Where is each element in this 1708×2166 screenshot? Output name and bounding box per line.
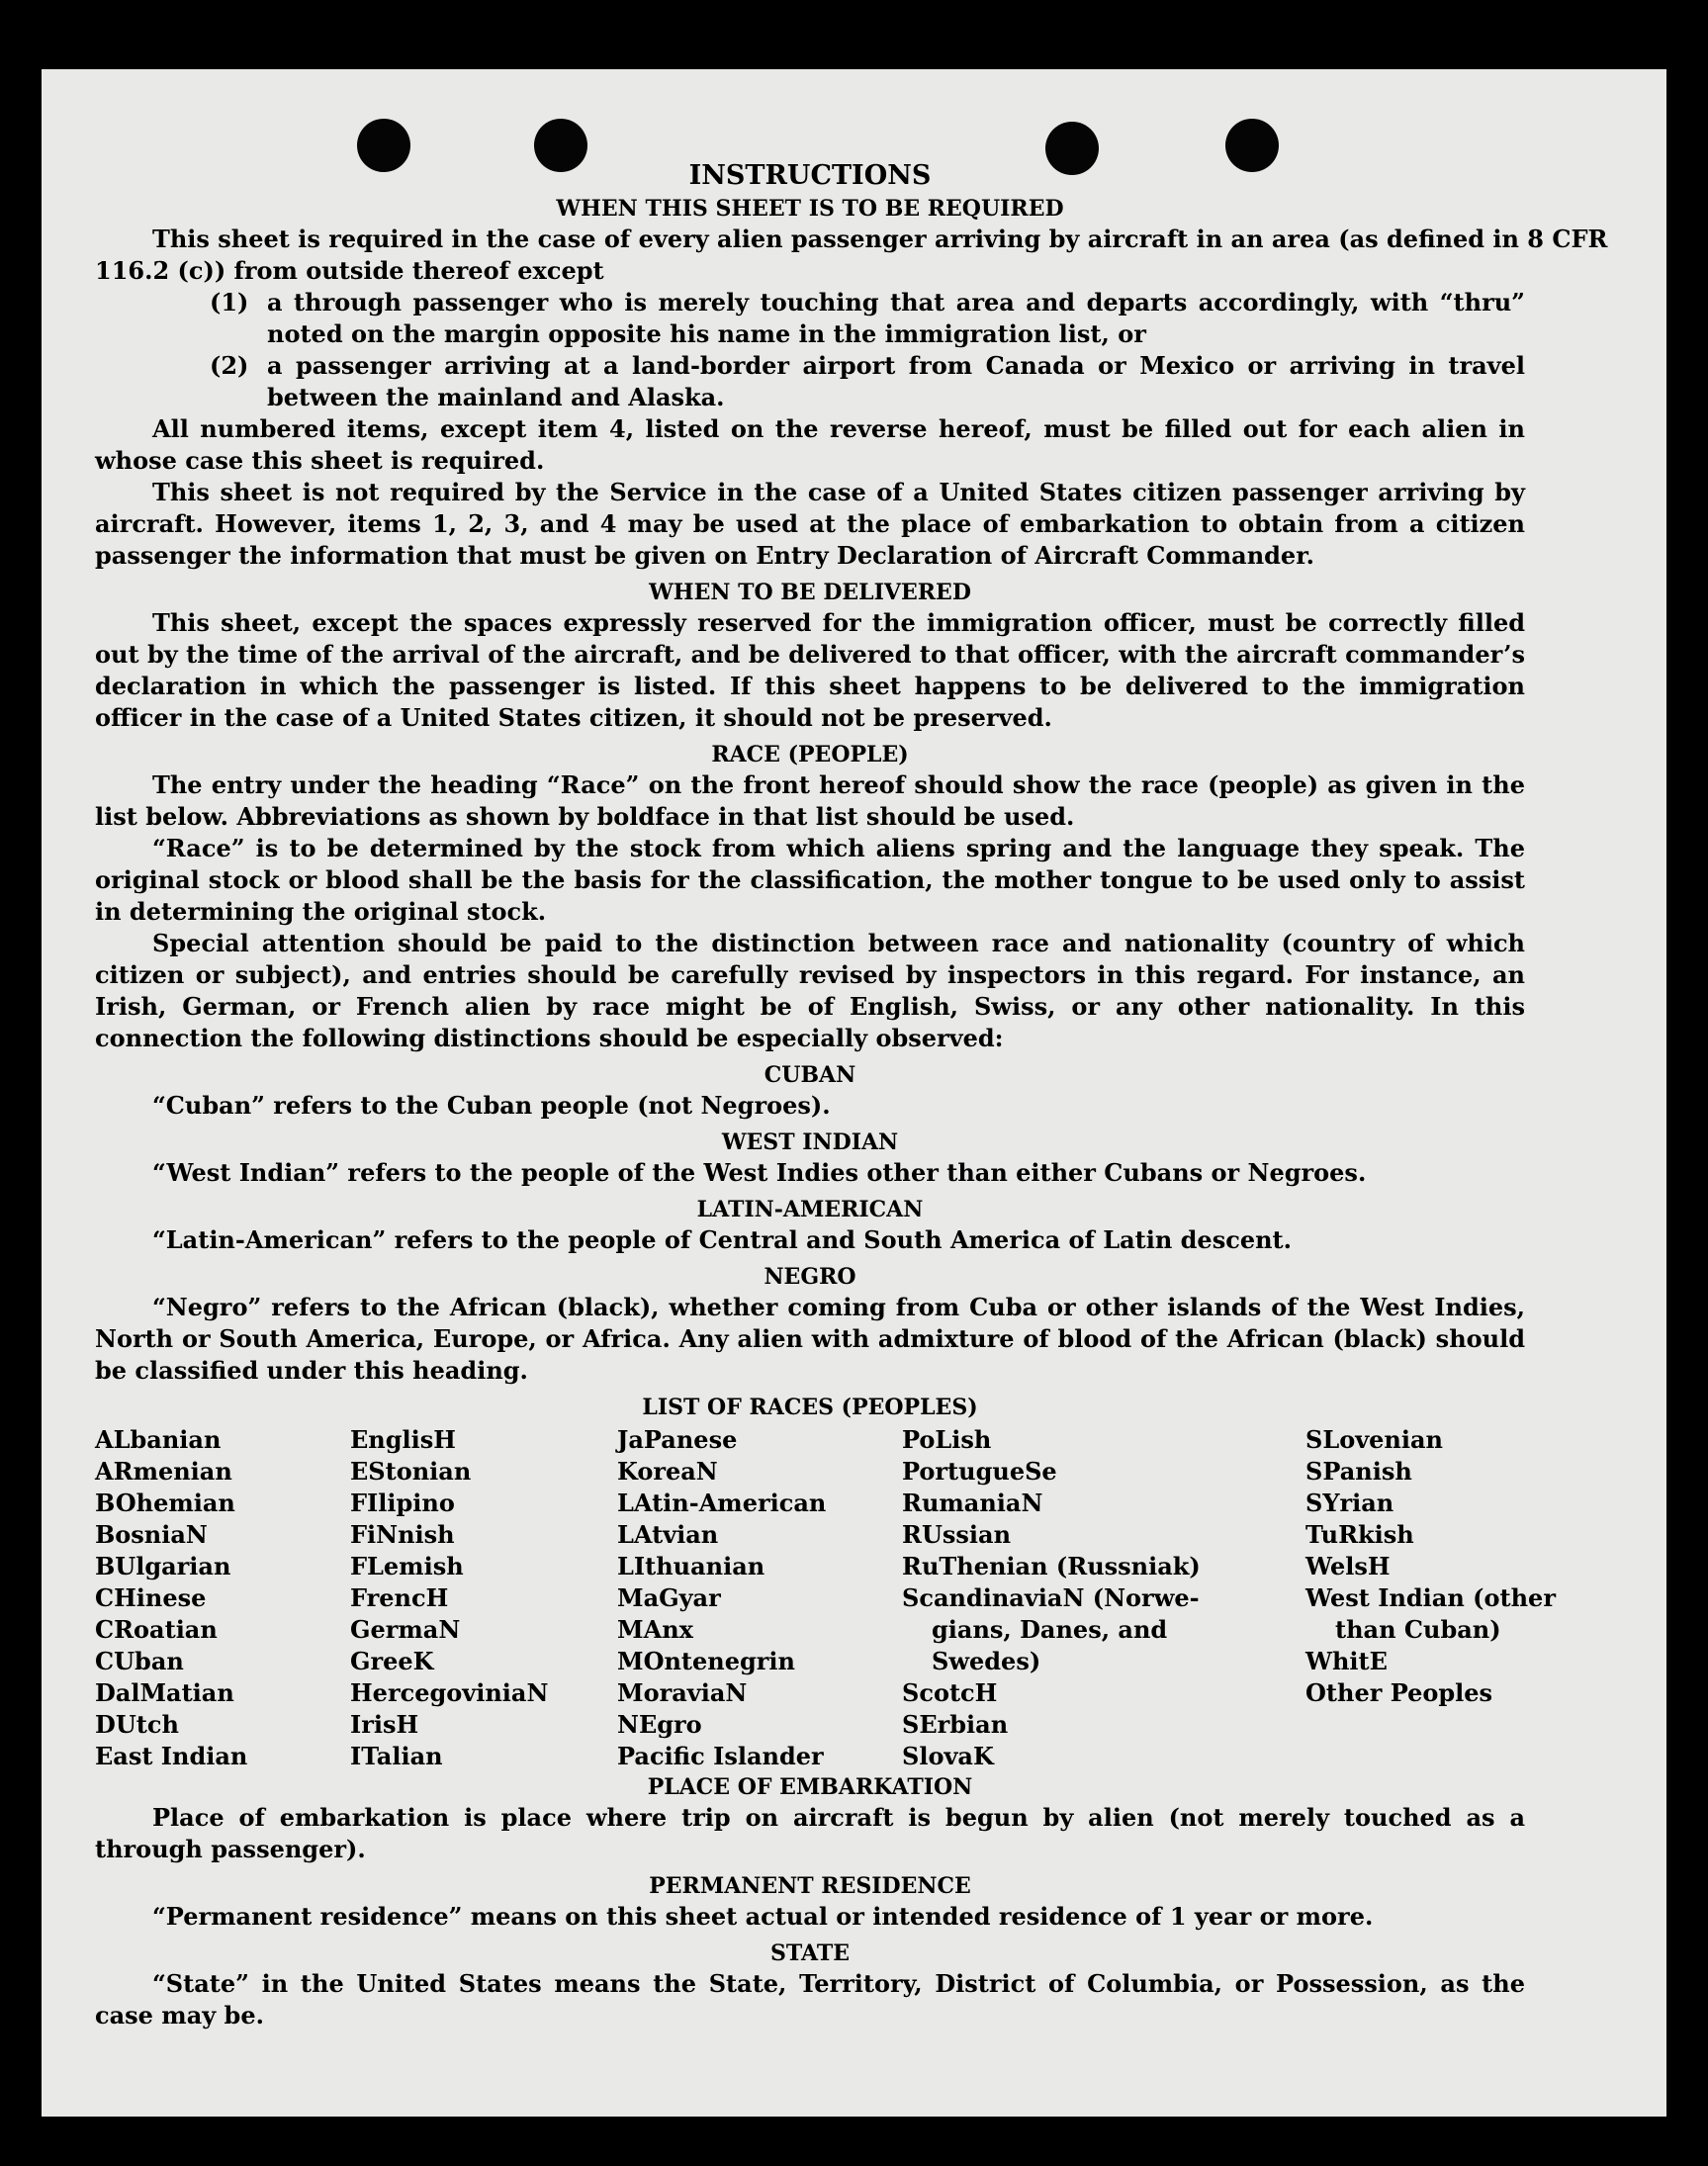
race-entry: JaPanese <box>617 1425 738 1454</box>
state-paragraph: “State” in the United States means the State, Territory, District of Columbia, or Possession, as the case may be. <box>95 1969 1525 2030</box>
race-entry: FrencH <box>350 1583 449 1612</box>
race-entry: MoraviaN <box>617 1678 748 1707</box>
race-entry: LAtvian <box>617 1520 719 1549</box>
race-entry: MAnx <box>617 1615 693 1644</box>
race-entry: RUssian <box>902 1520 1012 1549</box>
race-entry: RumaniaN <box>902 1489 1043 1517</box>
race-entry: ScandinaviaN (Norwe- <box>902 1583 1200 1612</box>
race-column <box>1305 1424 1556 1709</box>
section-heading-state: STATE <box>769 1940 851 1966</box>
race-entry: FiNnish <box>350 1520 455 1549</box>
race-entry: GermaN <box>350 1615 461 1644</box>
race-entry: BUlgarian <box>95 1552 231 1580</box>
race-entry: MOntenegrin <box>617 1647 795 1675</box>
race-entry: SYrian <box>1305 1489 1394 1517</box>
race-entry: RuThenian (Russniak) <box>902 1552 1201 1580</box>
embarkation-paragraph: Place of embarkation is place where trip on aircraft is begun by alien (not merely touched as a through passenger). <box>95 1803 1525 1863</box>
race-entry: LIthuanian <box>617 1552 765 1580</box>
section-heading-embarkation: PLACE OF EMBARKATION <box>647 1774 973 1800</box>
section-heading-west-indian: WEST INDIAN <box>721 1129 899 1155</box>
definition-latin-american: “Latin-American” refers to the people of Central and South America of Latin descent. <box>152 1225 1292 1254</box>
race-entry: IrisH <box>350 1710 419 1739</box>
race-entry: Pacific Islander <box>617 1742 824 1770</box>
race-entry: Other Peoples <box>1305 1678 1493 1707</box>
race-entry: EnglisH <box>350 1425 456 1454</box>
race-entry: West Indian (other <box>1305 1583 1556 1612</box>
page-title: INSTRUCTIONS <box>688 160 932 191</box>
required-intro-line: 116.2 (c)) from outside thereof except <box>95 256 604 285</box>
section-heading-required: WHEN THIS SHEET IS TO BE REQUIRED <box>556 196 1064 222</box>
item-number: (1) <box>210 288 249 316</box>
definition-cuban: “Cuban” refers to the Cuban people (not Negroes). <box>152 1091 831 1120</box>
race-column <box>617 1424 826 1772</box>
race-entry: HercegoviniaN <box>350 1678 549 1707</box>
item-text: a passenger arriving at a land-border airport from Canada or Mexico or arriving in travel between the mainland and Alaska. <box>267 351 1525 411</box>
race-paragraph: Special attention should be paid to the distinction between race and nationality (country of which citizen or subject), and entries should be carefully revised by inspectors in this regard. For instance, an Irish, German, or French alien by race might be of English, Swiss, or any other nationality. In this connection the following distinctions should be especially observed: <box>95 929 1525 1052</box>
required-intro <box>95 224 1608 287</box>
race-entry: CHinese <box>95 1583 207 1612</box>
race-column <box>95 1424 247 1772</box>
section-heading-latin-american: LATIN-AMERICAN <box>696 1197 924 1222</box>
race-entry: KoreaN <box>617 1457 718 1486</box>
race-entry: FIlipino <box>350 1489 455 1517</box>
residence-paragraph: “Permanent residence” means on this sheet actual or intended residence of 1 year or more. <box>152 1902 1374 1931</box>
race-entry: ARmenian <box>95 1457 232 1486</box>
race-column <box>350 1424 548 1772</box>
race-entry: ALbanian <box>95 1425 222 1454</box>
exception-item <box>95 350 1525 413</box>
race-entry: FLemish <box>350 1552 464 1580</box>
race-entry: DUtch <box>95 1710 179 1739</box>
item-text: a through passenger who is merely touching that area and departs accordingly, with “thru” noted on the margin opposite his name in the immigration list, or <box>267 288 1525 348</box>
race-entry: ITalian <box>350 1742 443 1770</box>
race-entry: CUban <box>95 1647 184 1675</box>
section-heading-residence: PERMANENT RESIDENCE <box>649 1873 971 1899</box>
race-entry: DalMatian <box>95 1678 234 1707</box>
race-entry: MaGyar <box>617 1583 721 1612</box>
section-heading-cuban: CUBAN <box>764 1062 856 1088</box>
race-entry: ScotcH <box>902 1678 998 1707</box>
race-entry: WelsH <box>1305 1552 1391 1580</box>
race-entry: GreeK <box>350 1647 434 1675</box>
race-entry: NEgro <box>617 1710 702 1739</box>
race-paragraph: The entry under the heading “Race” on the front hereof should show the race (people) as given in the list below. Abbreviations as shown by boldface in that list should be used. <box>95 770 1525 831</box>
definition-negro: “Negro” refers to the African (black), whether coming from Cuba or other islands of the West Indies, North or South America, Europe, or Africa. Any alien with admixture of blood of the African (black) should be classified under this heading. <box>95 1293 1525 1385</box>
race-entry-continued: gians, Danes, and <box>932 1615 1168 1644</box>
race-entry: TuRkish <box>1305 1520 1414 1549</box>
race-entry: PoLish <box>902 1425 992 1454</box>
race-column <box>902 1424 1201 1772</box>
section-heading-delivered: WHEN TO BE DELIVERED <box>649 580 971 605</box>
race-entry: CRoatian <box>95 1615 218 1644</box>
section-heading-negro: NEGRO <box>764 1264 856 1290</box>
exception-item <box>95 287 1525 350</box>
definition-west-indian: “West Indian” refers to the people of the West Indies other than either Cubans or Negroes. <box>152 1158 1367 1187</box>
race-list <box>95 1424 1556 1772</box>
race-entry: BOhemian <box>95 1489 235 1517</box>
race-entry: SlovaK <box>902 1742 994 1770</box>
race-entry: LAtin-American <box>617 1489 827 1517</box>
race-paragraph: “Race” is to be determined by the stock from which aliens spring and the language they speak. The original stock or blood shall be the basis for the classification, the mother tongue to be used only to assist in determining the original stock. <box>95 834 1525 926</box>
race-entry: SLovenian <box>1305 1425 1443 1454</box>
instructions-content <box>95 158 1608 2031</box>
race-entry: SPanish <box>1305 1457 1412 1486</box>
citizen-paragraph: This sheet is not required by the Service in the case of a United States citizen passenger arriving by aircraft. However, items 1, 2, 3, and 4 may be used at the place of embarkation to obtain from a citizen passenger the information that must be given on Entry Declaration of Aircraft Commander. <box>95 478 1525 570</box>
race-entry: WhitE <box>1305 1647 1388 1675</box>
race-entry: PortugueSe <box>902 1457 1057 1486</box>
race-entry: BosniaN <box>95 1520 208 1549</box>
item-number: (2) <box>210 351 249 380</box>
delivered-paragraph: This sheet, except the spaces expressly reserved for the immigration officer, must be correctly filled out by the time of the arrival of the aircraft, and be delivered to that officer, with the aircraft commander’s declaration in which the passenger is listed. If this sheet happens to be delivered to the immigration officer in the case of a United States citizen, it should not be preserved. <box>95 608 1525 732</box>
race-entry: EStonian <box>350 1457 472 1486</box>
section-heading-race: RACE (PEOPLE) <box>711 742 909 767</box>
race-entry-continued: Swedes) <box>932 1647 1041 1675</box>
race-entry-continued: than Cuban) <box>1335 1615 1501 1644</box>
race-entry: East Indian <box>95 1742 248 1770</box>
race-entry: SErbian <box>902 1710 1009 1739</box>
required-intro-line: This sheet is required in the case of every alien passenger arriving by aircraft in an area (as defined in 8 CFR <box>152 225 1608 253</box>
section-heading-races: LIST OF RACES (PEOPLES) <box>642 1395 978 1420</box>
all-items-paragraph: All numbered items, except item 4, listed on the reverse hereof, must be filled out for each alien in whose case this sheet is required. <box>95 414 1525 475</box>
